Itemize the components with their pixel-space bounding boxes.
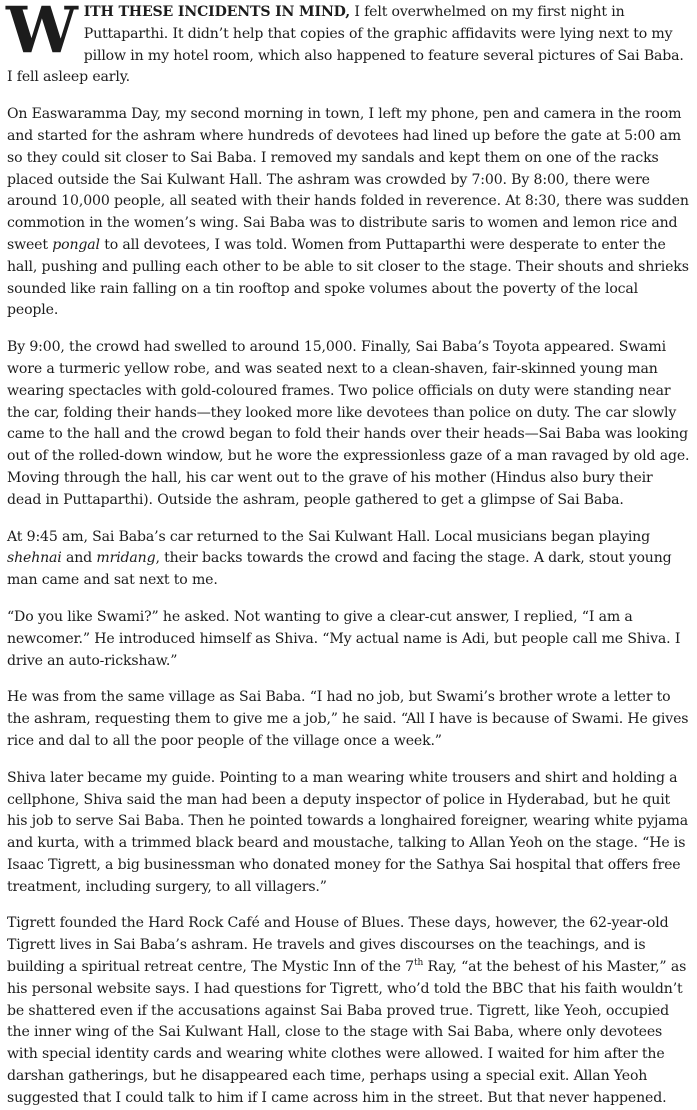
paragraph-5: “Do you like Swami?” he asked. Not wanting to give a clear-cut answer, I replied, “I am a newcomer.” He introduced himself as Shiva. “My actual name is Adi, but people call me Shiva. I drive an auto-rickshaw.” xyxy=(7,608,681,669)
paragraph-4-italic-1: shehnai xyxy=(7,550,62,567)
article-body xyxy=(0,2,697,1110)
paragraph-2-text-a: On Easwaramma Day, my second morning in town, I left my phone, pen and camera in the room and started for the ashram where hundreds of devotees had lined up before the gate at 5:00 am so they could sit closer to Sai Baba. I removed my sandals and kept them on one of the racks placed outside the Sai Kulwant Hall. The ashram was crowded by 7:00. By 8:00, there were around 10,000 people, all seated with their hands folded in reverence. At 8:30, there was sudden commotion in the women’s wing. Sai Baba was to distribute saris to women and lemon rice and sweet xyxy=(7,106,689,253)
paragraph-2-text-b: to all devotees, I was told. Women from Puttaparthi were desperate to enter the hall, pushing and pulling each other to be able to sit closer to the stage. Their shouts and shrieks sounded like rain falling on a tin rooftop and spoke volumes about the poverty of the local people. xyxy=(7,236,689,319)
paragraph-2-italic: pongal xyxy=(52,236,100,253)
paragraph-4-text-c: , their backs towards the crowd and facing the stage. A dark, stout young man came and sat next to me. xyxy=(7,550,672,589)
paragraph-8-text-b: Ray, “at the behest of his Master,” as his personal website says. I had questions for Tigrett, who’d told the BBC that his faith wouldn’t be shattered even if the accusations against Sai Baba proved true. Tigrett, like Yeoh, occupied the inner wing of the Sai Kulwant Hall, close to the stage with Sai Baba, where only devotees with special identity cards and wearing white clothes were allowed. I waited for him after the darshan gatherings, but he disappeared each time, perhaps using a special exit. Allan Yeoh suggested that I could talk to him if I came across him in the street. But that never happened. xyxy=(7,959,687,1106)
paragraph-8 xyxy=(7,913,691,1109)
paragraph-4-text-a: At 9:45 am, Sai Baba’s car returned to the Sai Kulwant Hall. Local musicians began playing xyxy=(7,528,650,545)
paragraph-6: He was from the same village as Sai Baba. “I had no job, but Swami’s brother wrote a letter to the ashram, requesting them to give me a job,” he said. “All I have is because of Swami. He gives rice and dal to all the poor people of the village once a week.” xyxy=(7,689,689,749)
paragraph-3: By 9:00, the crowd had swelled to around 15,000. Finally, Sai Baba’s Toyota appeared. Swami wore a turmeric yellow robe, and was seated next to a clean-shaven, fair-skinned young man wearing spectacles with gold-coloured frames. Two police officials on duty were standing near the car, folding their hands—they looked more like devotees than police on duty. The car slowly came to the hall and the crowd began to fold their hands over their heads—Sai Baba was looking out of the rolled-down window, but he wore the expressionless gaze of a man ravaged by old age. Moving through the hall, his car went out to the grave of his mother (Hindus also bury their dead in Puttaparthi). Outside the ashram, people gathered to get a glimpse of Sai Baba. xyxy=(7,339,690,508)
paragraph-8-text-a: Tigrett founded the Hard Rock Café and House of Blues. These days, however, the 62-year-old Tigrett lives in Sai Baba’s ashram. He travels and gives discourses on the teachings, and is building a spiritual retreat centre, The Mystic Inn of the 7 xyxy=(7,915,669,976)
paragraph-2 xyxy=(7,104,691,322)
paragraph-1-text: I felt overwhelmed on my first night in Puttaparthi. It didn’t help that copies of the graphic affidavits were lying next to my pillow in my hotel room, which also happened to feature several pictures of Sai Baba. I fell asleep early. xyxy=(7,4,684,86)
paragraph-4 xyxy=(7,527,691,592)
paragraph-4-text-b: and xyxy=(61,550,97,567)
paragraph-4-italic-2: mridang xyxy=(96,550,156,567)
lead-in: ITH THESE INCIDENTS IN MIND, xyxy=(83,4,350,20)
drop-cap: W xyxy=(6,0,78,68)
paragraph-1 xyxy=(7,2,691,89)
paragraph-7: Shiva later became my guide. Pointing to a man wearing white trousers and shirt and holding a cellphone, Shiva said the man had been a deputy inspector of police in Hyderabad, but he quit his job to serve Sai Baba. Then he pointed towards a longhaired foreigner, wearing white pyjama and kurta, with a trimmed black beard and moustache, talking to Allan Yeoh on the stage. “He is Isaac Tigrett, a big businessman who donated money for the Sathya Sai hospital that offers free treatment, including surgery, to all villagers.” xyxy=(7,769,688,895)
superscript: th xyxy=(414,958,424,969)
